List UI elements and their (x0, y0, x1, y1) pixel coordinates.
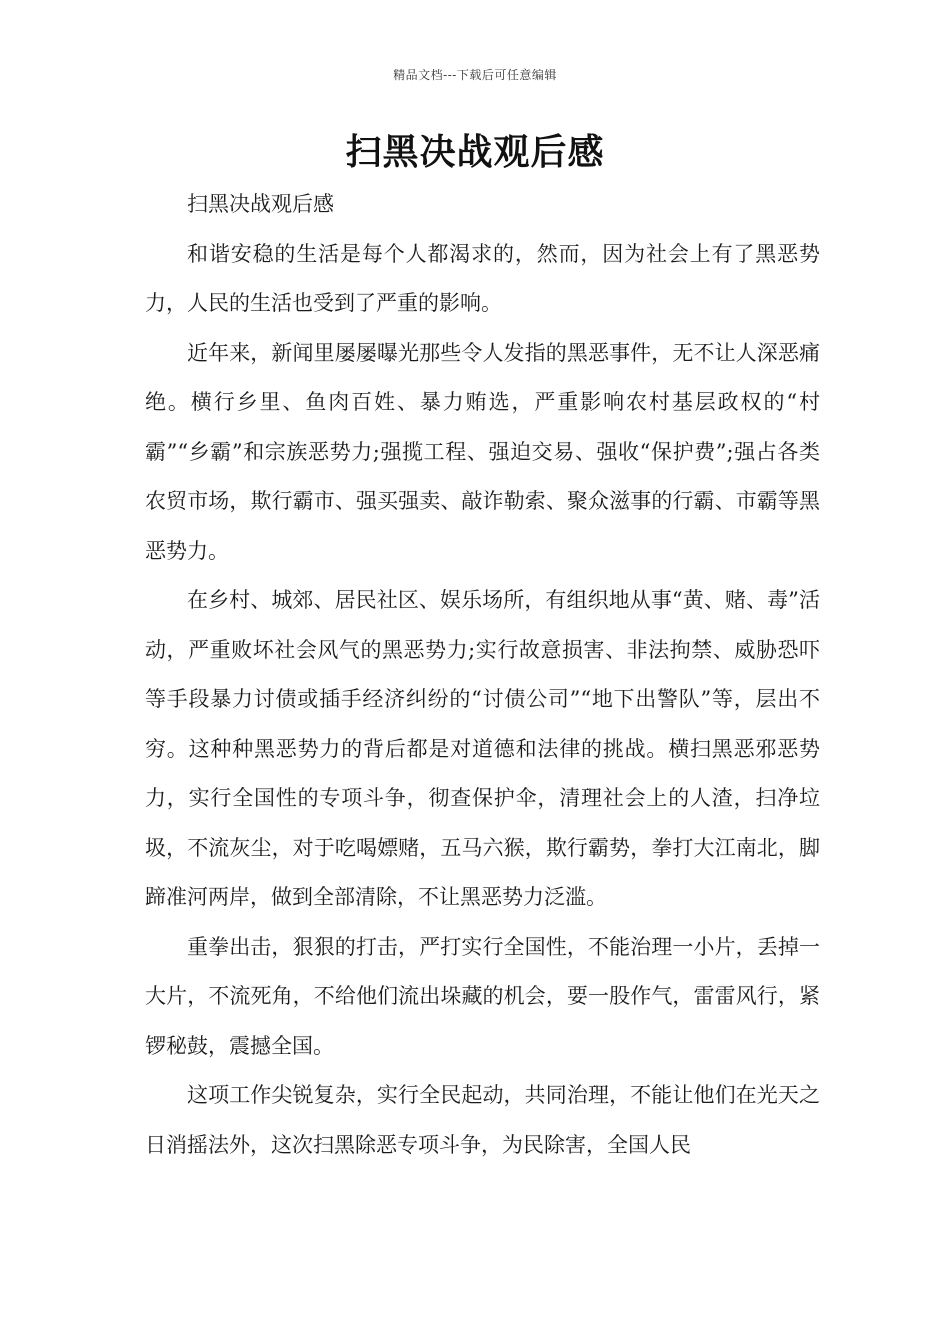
paragraph-subtitle: 扫黑决战观后感 (187, 192, 334, 216)
paragraph: 重拳出击，狠狠的打击，严打实行全国性，不能治理一小片，丢掉一大片，不流死角，不给他们流出垛藏的机会，要一股作气，雷雷风行，紧锣秘鼓，震撼全国。 (145, 934, 820, 1058)
paragraph: 在乡村、城郊、居民社区、娱乐场所，有组织地从事“黄、赌、毒”活动，严重败坏社会风气的黑恶势力;实行故意损害、非法拘禁、威胁恐吓等手段暴力讨债或插手经济纠纷的“讨债公司”“地下出警队”等，层出不穷。这种种黑恶势力的背后都是对道德和法律的挑战。横扫黑恶邪恶势力，实行全国性的专项斗争，彻查保护伞，清理社会上的人渣，扫净垃圾，不流灰尘，对于吃喝嫖赌，五马六猴，欺行霸势，拳打大江南北，脚蹄准河两岸，做到全部清除，不让黑恶势力泛滥。 (145, 588, 820, 909)
paragraph: 这项工作尖锐复杂，实行全民起动，共同治理，不能让他们在光天之日消摇法外，这次扫黑除恶专项斗争，为民除害，全国人民 (145, 1083, 820, 1157)
document-title: 扫黑决战观后感 (345, 132, 605, 173)
paragraph: 和谐安稳的生活是每个人都渴求的，然而，因为社会上有了黑恶势力，人民的生活也受到了严重的影响。 (145, 241, 820, 315)
paragraph: 近年来，新闻里屡屡曝光那些令人发指的黑恶事件，无不让人深恶痛绝。横行乡里、鱼肉百姓、暴力贿选，严重影响农村基层政权的“村霸”“乡霸”和宗族恶势力;强揽工程、强迫交易、强收“保护费”;强占各类农贸市场，欺行霸市、强买强卖、敲诈勒索、聚众滋事的行霸、市霸等黑恶势力。 (145, 340, 820, 563)
header-note: 精品文档---下载后可任意编辑 (393, 68, 557, 82)
document-body (145, 180, 820, 1170)
